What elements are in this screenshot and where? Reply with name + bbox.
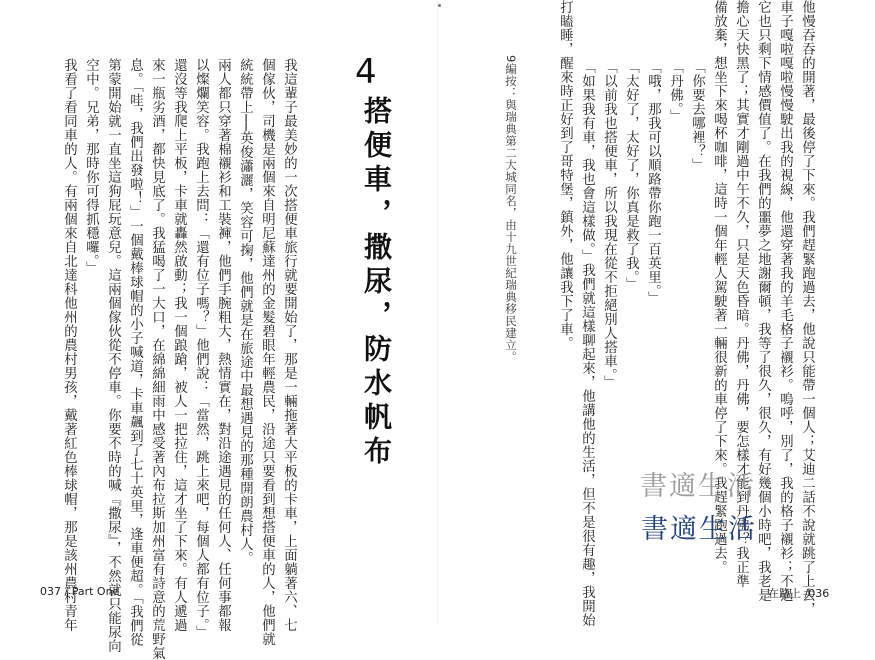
body-line: 空中。兄弟，那時你可得抓穩囉。」 (83, 58, 99, 276)
page-folio-right: 在路上 /036 (768, 587, 830, 600)
body-line: 我這輩子最美妙的一次搭便車旅行就要開始了，那是一輛拖著大平板的卡車，上面躺著六、七 (281, 58, 297, 632)
body-line: 以燦爛笑容。我跑上去問：「還有位子嗎？」他們說：「當然，跳上來吧，每個人都有位子。」 (193, 58, 209, 640)
body-line: 個傢伙，司機是兩個來自明尼蘇達州的金髮碧眼年輕農民，沿途只要看到想搭便車的人，他們就 (259, 58, 275, 646)
body-line: 他慢吞吞的開著，最後停了下來。我們趕緊跑過去，他說只能帶一個人；艾迪二話不說就跳了上去， (799, 0, 815, 616)
binding-mark (438, 4, 441, 7)
body-line: 第蒙開始就一直坐這狗屁玩意兒。這兩個傢伙從不停車。你要不時的喊『撒尿』，不然就只能尿向 (105, 58, 121, 654)
body-line: 打瞌睡，醒來時正好到了哥特堡，鎮外，他讓我下了車。 (557, 0, 573, 350)
body-line: 車子嘎啦嘎啦慢慢駛出我的視線，他還穿著我的羊毛格子襯衫。嗚呼，別了，我的格子襯衫；不過 (777, 0, 793, 602)
body-line: 它也只剩下情感價值了。在我們的噩夢之地謝爾頓，我等了很久，很久，有好幾個小時吧，我老是 (755, 0, 771, 602)
body-line: 擔心天快黑了；其實才剛過中午不久，只是天色昏暗。丹佛，丹佛，要怎樣才能到丹佛？我正準 (733, 0, 749, 588)
body-line: 我看了看同車的人。有兩個來自北達科他州的農村男孩，戴著紅色棒球帽，那是該州農村青年 (61, 58, 77, 632)
dialogue-line: 「以前我也搭便車，所以我現在從不拒絕別人搭車。」 (601, 60, 617, 390)
body-line: 來一瓶劣酒，都快見底了。我猛喝了一大口，在綿綿細雨中感受著內布拉斯加州富有詩意的荒野氣 (149, 58, 165, 660)
chapter-title: 搭便車，撒尿，防水帆布 (360, 96, 393, 470)
watermark-logo: 書適生活 (641, 514, 757, 545)
body-line: 息。「哇，我們出發啦！」一個戴棒球帽的小子喊道，卡車飆到了七十英里，逢車便超。「我們從 (127, 58, 143, 647)
watermark-shadow: 書適生活 (640, 471, 756, 502)
dialogue-line: 「哦，那我可以順路帶你跑一百英里。」 (645, 60, 661, 306)
body-line: 統統帶上──英俊瀟灑，笑容可掬，他們就是在旅途中最想遇見的那種開朗農村人。 (237, 58, 253, 566)
footnote: 9編按：與瑞典第二大城同名，由十九世紀瑞典移民建立。 (504, 55, 518, 363)
dialogue-line: 「丹佛。」 (667, 60, 683, 124)
page-gutter (437, 0, 438, 625)
body-line: 還沒等我爬上平板，卡車就轟然啟動；我一個踉蹌，被人一把拉住，這才坐了下來。有人遞過 (171, 58, 187, 632)
body-line: 兩人都只穿著棉襯衫和工裝褲，他們手腕粗大，熱情實在，對沿途遇見的任何人、任何事都報 (215, 58, 231, 632)
body-line: 備放棄，想坐下來喝杯咖啡，這時一個年輕人駕駛著一輛很新的車停了下來。我趕緊跑過去。 (711, 0, 727, 574)
chapter-number: 4 (355, 52, 377, 92)
dialogue-line: 「你要去哪裡？」 (689, 60, 705, 172)
page-folio-left: 037 / Part One (40, 585, 120, 598)
body-line: 「如果我有車，我也會這樣做。」我們就這樣聊起來，他講他的生活，但不是很有趣，我開始 (579, 60, 595, 628)
dialogue-line: 「太好了，太好了，你真是救了我。」 (623, 60, 639, 292)
